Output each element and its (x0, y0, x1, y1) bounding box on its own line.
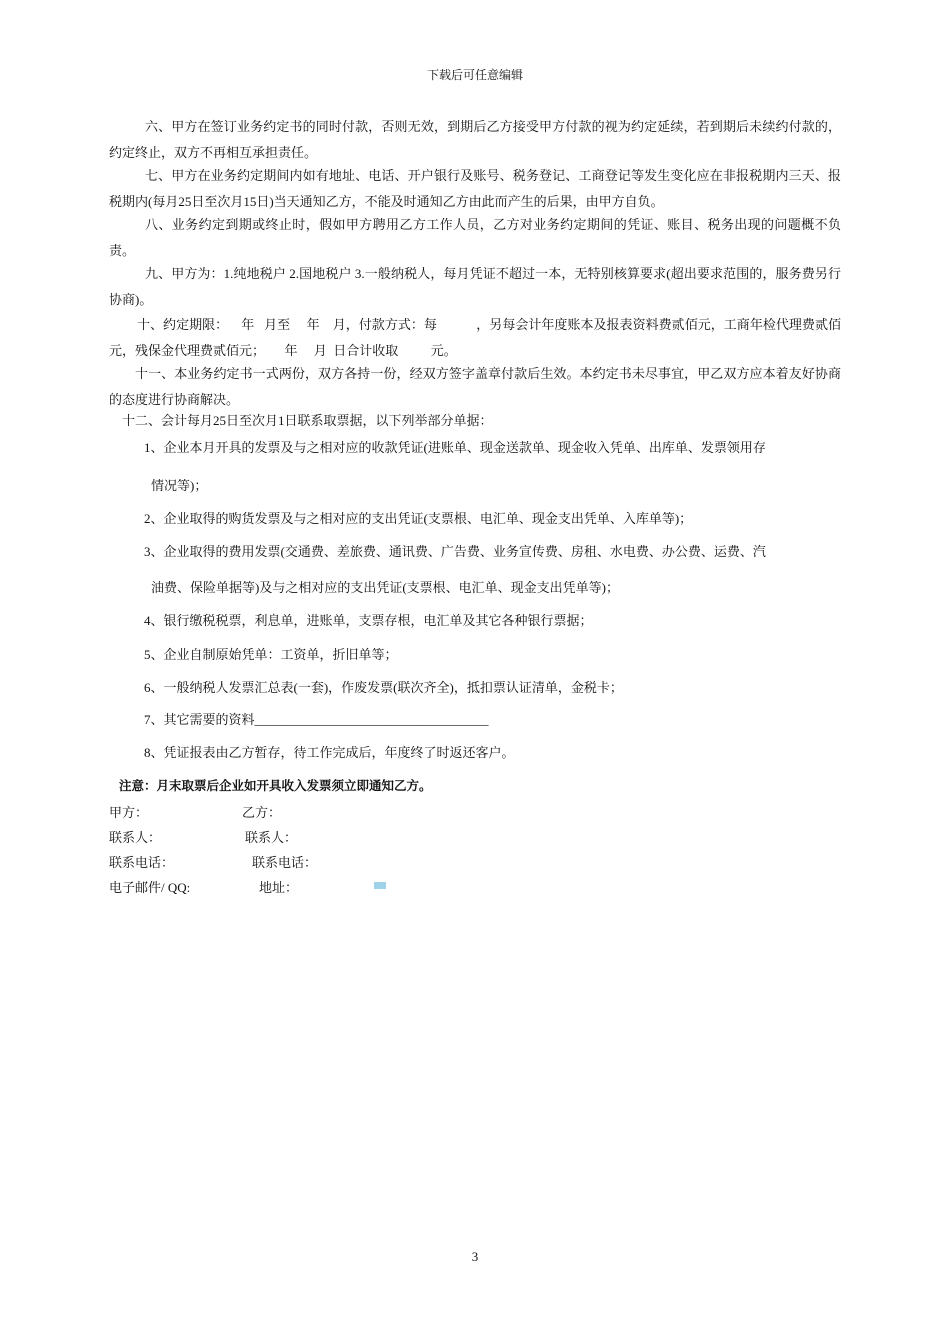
clause-seven: 七、甲方在业务约定期间内如有地址、电话、开户银行及账号、税务登记、工商登记等发生变化应在非报税期内三天、报税期内(每月25日至次月15日)当天通知乙方，不能及时通知乙方由此而产生的后果，由甲方自负。 (109, 168, 841, 209)
clause-six: 六、甲方在签订业务约定书的同时付款，否则无效，到期后乙方接受甲方付款的视为约定延续，若到期后未续约付款的，约定终止，双方不再相互承担责任。 (109, 119, 841, 160)
list-item-1-cont: 情况等)； (151, 478, 208, 493)
list-item-5: 5、企业自制原始凭单：工资单，折旧单等； (144, 647, 398, 662)
clause-eleven: 十一、本业务约定书一式两份，双方各持一份，经双方签字盖章付款后生效。本约定书未尽事宜，甲乙双方应本着友好协商的态度进行协商解决。 (109, 366, 841, 407)
list-item-4: 4、银行缴税税票，利息单，进账单，支票存根，电汇单及其它各种银行票据； (144, 613, 593, 628)
clause-nine: 九、甲方为：1.纯地税户 2.国地税户 3.一般纳税人，每月凭证不超过一本，无特别核算要求(超出要求范围的，服务费另行协商)。 (109, 266, 841, 307)
address-b-label: 地址： (259, 880, 299, 895)
party-b-label: 乙方： (242, 805, 282, 820)
page-number: 3 (471, 1249, 479, 1264)
party-a-label: 甲方： (109, 805, 149, 820)
list-item-8: 8、凭证报表由乙方暂存，待工作完成后，年度终了时返还客户。 (144, 745, 515, 760)
list-item-3: 3、企业取得的费用发票(交通费、差旅费、通讯费、广告费、业务宣传费、房租、水电费、办公费、运费、汽 (144, 544, 766, 559)
list-item-6: 6、一般纳税人发票汇总表(一套)，作废发票(联次齐全)，抵扣票认证清单，金税卡； (144, 680, 623, 695)
highlight-mark (374, 882, 386, 889)
phone-a-label: 联系电话： (109, 855, 175, 870)
phone-b-label: 联系电话： (252, 855, 318, 870)
clause-ten: 十、约定期限： 年 月至 年 月，付款方式：每 ，另每会计年度账本及报表资料费贰佰元，工商年检代理费贰佰元，残保金代理费贰佰元； 年 月 日合计收取 元。 (109, 317, 841, 358)
email-a-label: 电子邮件/ QQ: (109, 880, 191, 895)
clause-eight: 八、业务约定到期或终止时，假如甲方聘用乙方工作人员，乙方对业务约定期间的凭证、账目、税务出现的问题概不负责。 (109, 217, 841, 258)
list-item-2: 2、企业取得的购货发票及与之相对应的支出凭证(支票根、电汇单、现金支出凭单、入库单等)； (144, 511, 693, 526)
list-item-3-cont: 油费、保险单据等)及与之相对应的支出凭证(支票根、电汇单、现金支出凭单等)； (151, 580, 619, 595)
page-header: 下载后可任意编辑 (426, 68, 523, 82)
clause-twelve: 十二、会计每月25日至次月1日联系取票据，以下列举部分单据： (122, 413, 493, 428)
list-item-7: 7、其它需要的资料____________________________________ (144, 712, 489, 727)
contact-a-label: 联系人： (109, 830, 162, 845)
list-item-1: 1、企业本月开具的发票及与之相对应的收款凭证(进账单、现金送款单、现金收入凭单、出库单、发票领用存 (144, 440, 766, 455)
contact-b-label: 联系人： (245, 830, 298, 845)
notice: 注意：月末取票后企业如开具收入发票须立即通知乙方。 (119, 778, 432, 793)
